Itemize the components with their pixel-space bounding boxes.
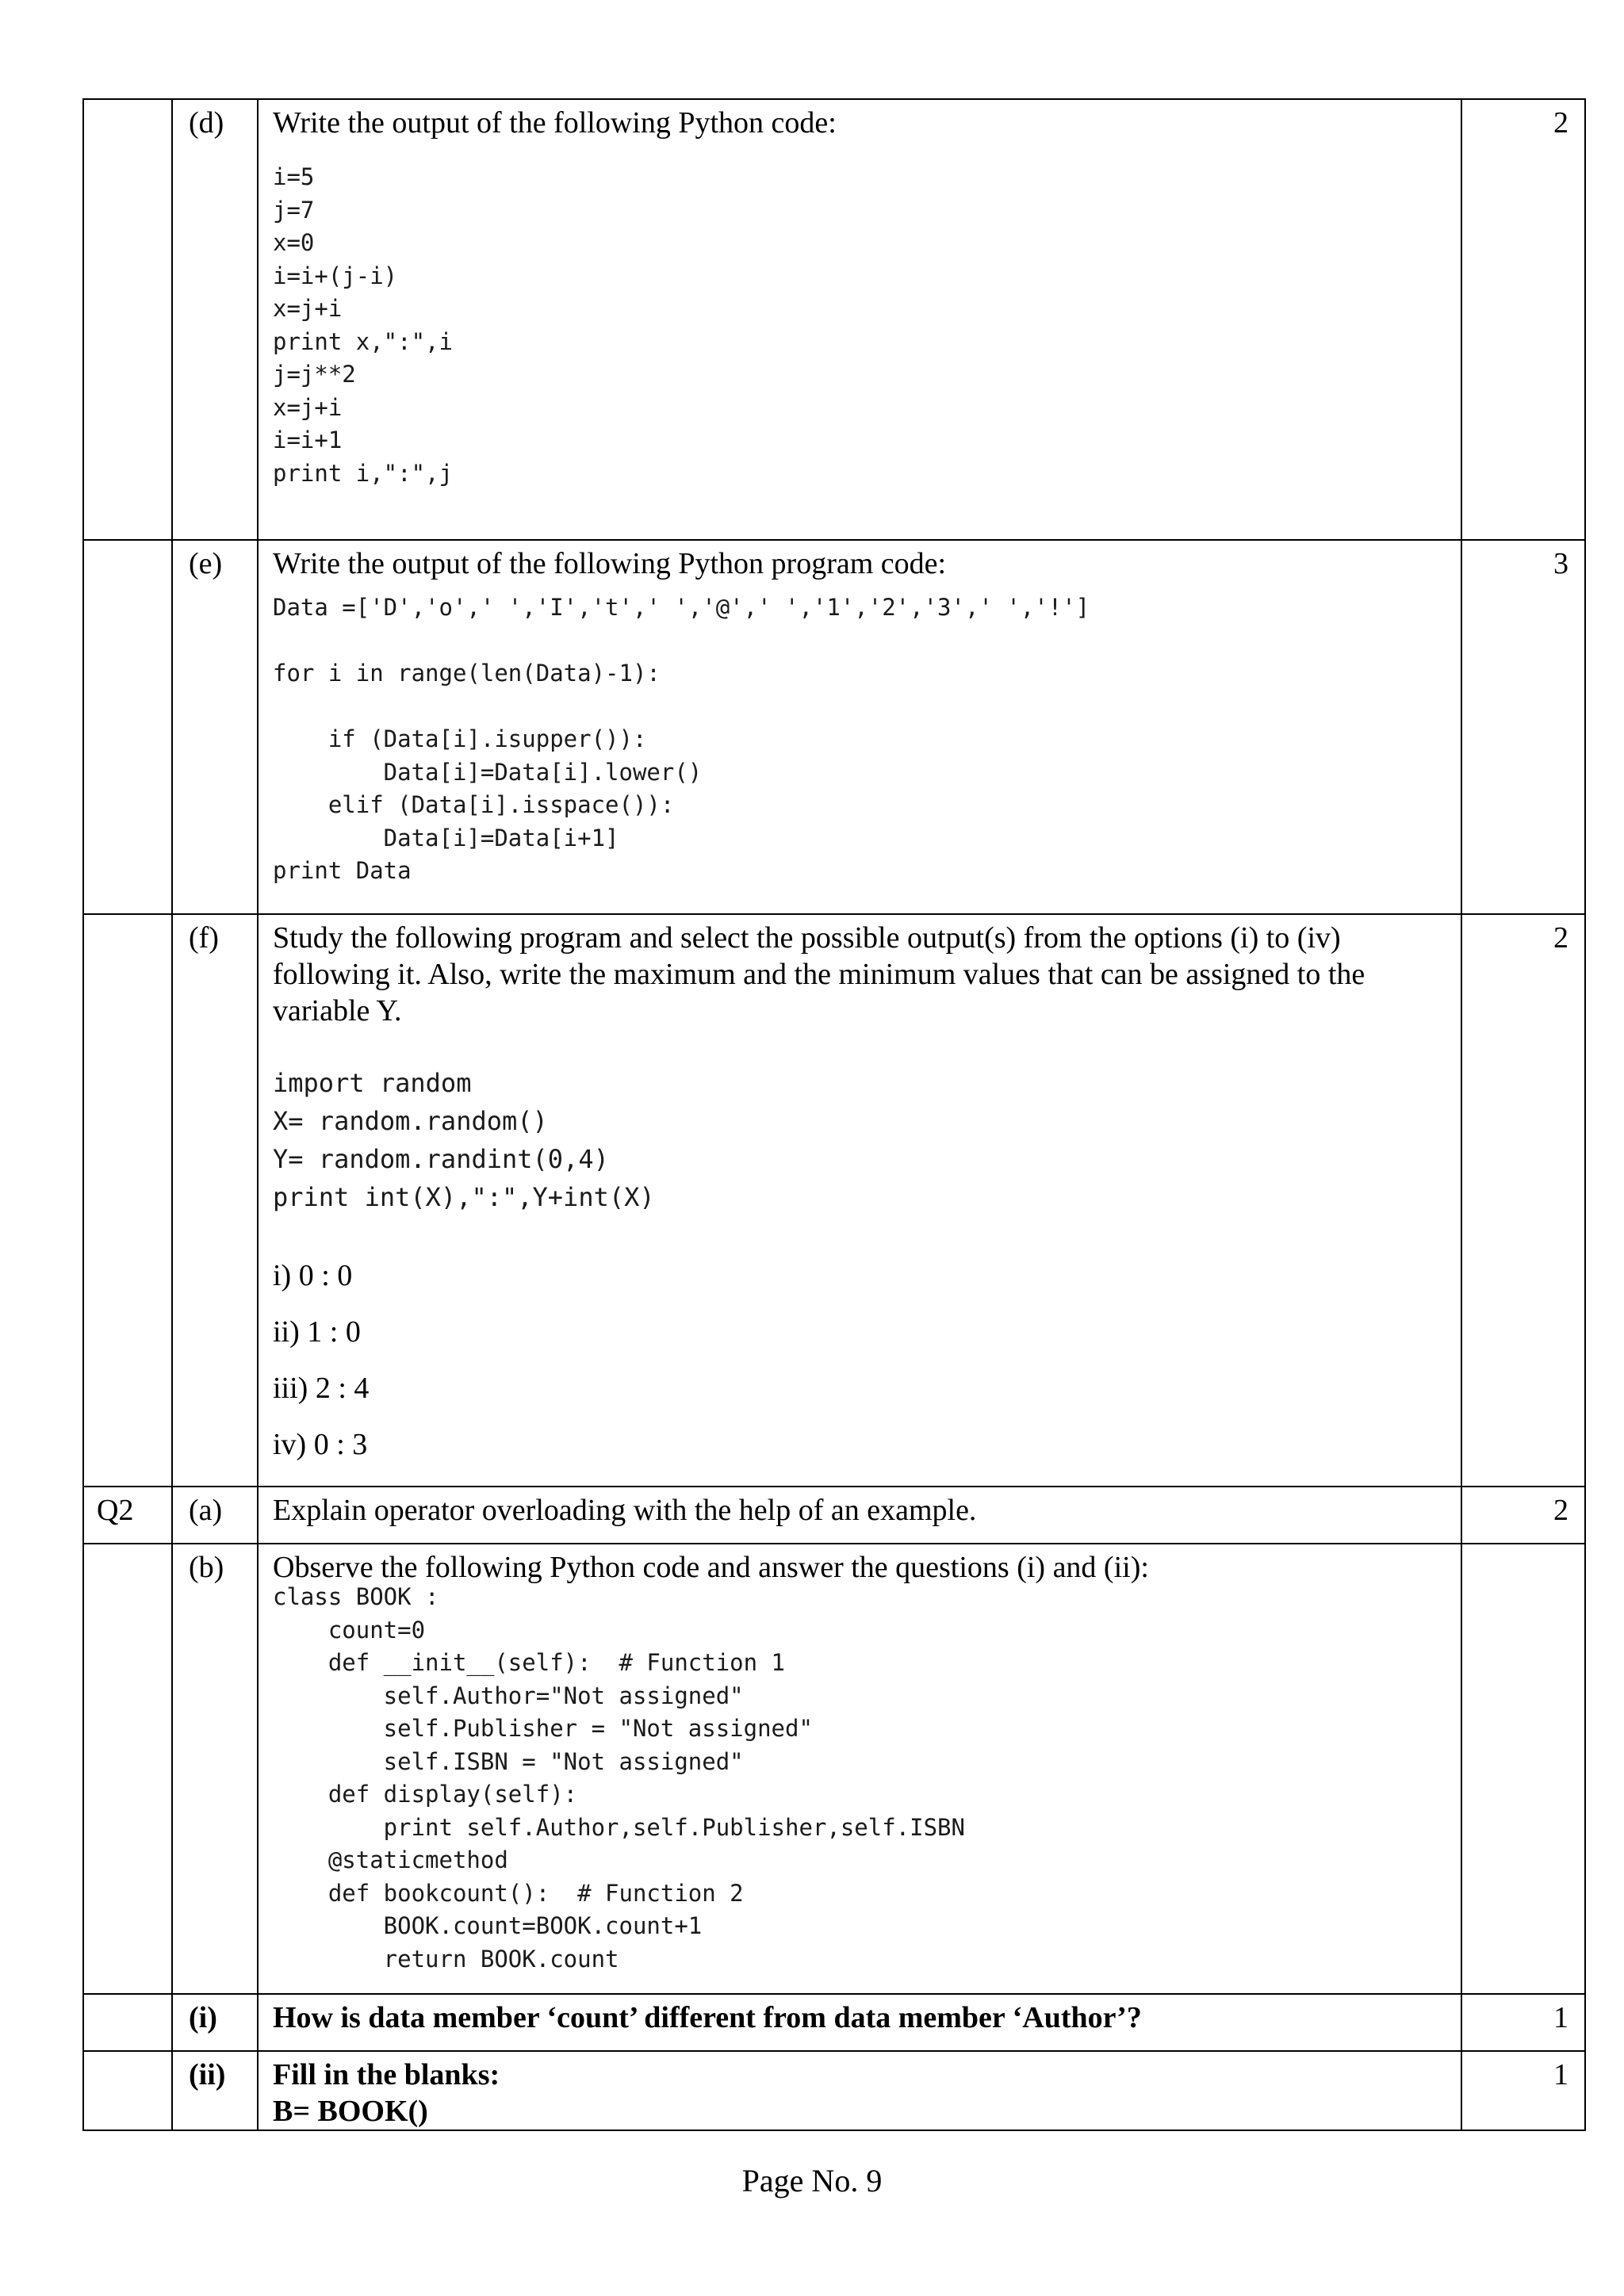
question-number-cell [83, 1544, 172, 1994]
question-row-d [83, 99, 1585, 540]
sub-question-label: (f) [172, 914, 258, 1487]
question-number-cell [83, 914, 172, 1487]
option-ii: ii) 1 : 0 [273, 1315, 361, 1349]
page-number: Page No. 9 [741, 2163, 883, 2198]
code-block: Data =['D','o',' ','I','t',' ','@',' ','1','2','3',' ','!'] for i in range(len(Data)-1): if (Data[i].isupper()): Data[i]=Data[i].lower() elif (Data[i].isspace()): Data[i]=Data[i+1] print Data [273, 594, 1090, 884]
question-row-e [83, 540, 1585, 914]
question-content [258, 1544, 1461, 1994]
sub-question-label: (a) [172, 1487, 258, 1544]
code-block: class BOOK : count=0 def __init__(self): # Function 1 self.Author="Not assigned" self.Publisher = "Not assigned" self.ISBN = "Not assigned" def display(self): print self.Author,self.Publisher,self.ISBN @staticmethod def bookcount(): # Function 2 BOOK.count=BOOK.count+1 return BOOK.count [273, 1583, 965, 1973]
marks-cell: 2 [1461, 914, 1585, 1487]
question-text: Write the output of the following Python program code: [273, 547, 947, 580]
sub-question-label: (b) [172, 1544, 258, 1994]
marks-cell: 3 [1461, 540, 1585, 914]
question-content [258, 99, 1461, 540]
marks-cell: 2 [1461, 1487, 1585, 1544]
question-number-cell [83, 1994, 172, 2051]
question-number-cell [83, 99, 172, 540]
code-block: i=5 j=7 x=0 i=i+(j-i) x=j+i print x,":",i j=j**2 x=j+i i=i+1 print i,":",j [273, 163, 453, 487]
sub-question-label: (e) [172, 540, 258, 914]
question-content [258, 2051, 1461, 2130]
marks-cell: 1 [1461, 1994, 1585, 2051]
question-text-line-2: B= BOOK() [273, 2095, 428, 2128]
question-content [258, 1994, 1461, 2051]
question-row-b [83, 1544, 1585, 1994]
question-row-i [83, 1994, 1585, 2051]
question-text: Explain operator overloading with the help of an example. [273, 1494, 977, 1527]
option-iv: iv) 0 : 3 [273, 1428, 368, 1461]
options-list [273, 1248, 1446, 1473]
sub-question-label: (d) [172, 99, 258, 540]
question-content [258, 914, 1461, 1487]
question-text: How is data member ‘count’ different from data member ‘Author’? [273, 2001, 1142, 2034]
question-text: Write the output of the following Python code: [273, 106, 837, 140]
question-text: Observe the following Python code and answer the questions (i) and (ii): [273, 1551, 1149, 1584]
question-row-q2a [83, 1487, 1585, 1544]
question-number-cell: Q2 [83, 1487, 172, 1544]
question-row-f [83, 914, 1585, 1487]
question-content [258, 1487, 1461, 1544]
question-number-cell [83, 2051, 172, 2130]
marks-cell: 2 [1461, 99, 1585, 540]
question-row-ii [83, 2051, 1585, 2130]
option-i: i) 0 : 0 [273, 1259, 353, 1292]
question-content [258, 540, 1461, 914]
marks-cell [1461, 1544, 1585, 1994]
question-text: Fill in the blanks: [273, 2058, 500, 2091]
question-number-cell [83, 540, 172, 914]
marks-cell: 1 [1461, 2051, 1585, 2130]
sub-question-label: (ii) [172, 2051, 258, 2130]
question-table [82, 98, 1586, 2131]
question-text: Study the following program and select the possible output(s) from the options (i) to (iv) following it. Also, write the maximum and the minimum values that can be assigned to the variable Y. [273, 921, 1365, 1027]
sub-question-label: (i) [172, 1994, 258, 2051]
code-block: import random X= random.random() Y= random.randint(0,4) print int(X),":",Y+int(X) [273, 1068, 655, 1212]
option-iii: iii) 2 : 4 [273, 1372, 370, 1405]
